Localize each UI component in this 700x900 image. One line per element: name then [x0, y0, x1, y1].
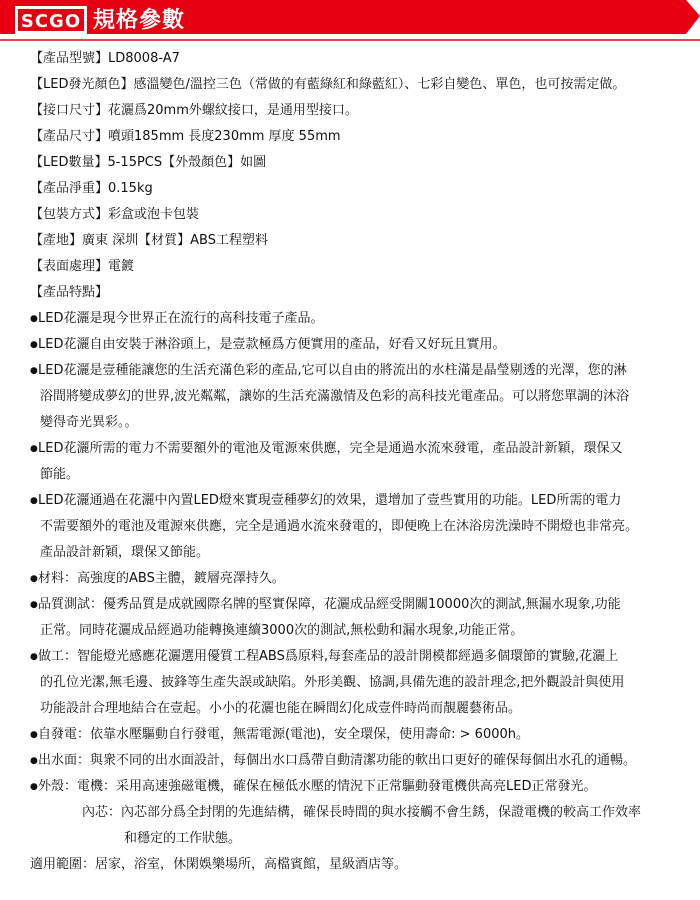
- spec-list: [30, 46, 690, 306]
- bullet-icon: ●: [30, 496, 38, 506]
- feature-text-cont: 功能設計合理地結合在壹起。小小的花灑也能在瞬間幻化成壹件時尚而靚麗藝術品。: [40, 701, 522, 716]
- bullet-icon: ●: [30, 444, 38, 454]
- feature-item: [30, 488, 690, 566]
- feature-item: [30, 722, 690, 748]
- feature-text-cont: 變得奇光異彩。。: [40, 415, 138, 430]
- feature-item: [30, 592, 690, 644]
- feature-item: [30, 748, 690, 774]
- feature-text: LED花灑自由安裝于淋浴頭上，是壹款極爲方便實用的產品，好看又好玩且實用。: [38, 337, 506, 352]
- feature-text: 做工：智能燈光感應花灑選用優質工程ABS爲原料,每套產品的設計開模都經過多個環節的實驗,花灑上: [38, 649, 619, 664]
- inner-core-block: [30, 800, 690, 852]
- feature-item: [30, 644, 690, 722]
- feature-item: [30, 306, 690, 332]
- feature-item: [30, 774, 690, 800]
- bullet-icon: ●: [30, 600, 38, 610]
- feature-text-cont: 正常。同時花灑成品經過功能轉換連續3000次的測試,無松動和漏水現象,功能正常。: [40, 623, 524, 638]
- feature-text: 材料：高強度的ABS主體，鍍層亮澤持久。: [38, 571, 285, 586]
- feature-text: 出水面：與衆不同的出水面設計，每個出水口爲帶自動清潔功能的軟出口更好的確保每個出水孔的通暢。: [38, 753, 637, 768]
- spec-product-size: 【產品尺寸】噴頭185mm 長度230mm 厚度 55mm: [30, 129, 341, 144]
- spec-packaging: 【包裝方式】彩盒或泡卡包裝: [30, 207, 200, 222]
- bullet-icon: ●: [30, 314, 38, 324]
- svg-text:SCGO: SCGO: [20, 11, 82, 32]
- feature-text: 自發電：依靠水壓驅動自行發電，無需電源(電池)，安全環保，使用壽命: > 6000h。: [38, 727, 530, 742]
- bullet-icon: ●: [30, 652, 38, 662]
- bullet-icon: ●: [30, 756, 38, 766]
- feature-text: LED花灑所需的電力不需要額外的電池及電源來供應，完全是通過水流來發電，產品設計新穎，環保又: [38, 441, 623, 456]
- spec-features-heading: 【產品特點】: [30, 285, 109, 300]
- section-title: 規格參數: [93, 8, 186, 33]
- bullet-icon: ●: [30, 782, 38, 792]
- feature-text-cont: 節能。: [40, 467, 80, 482]
- section-header: [0, 0, 700, 46]
- bullet-icon: ●: [30, 730, 38, 740]
- spec-interface-size: 【接口尺寸】花灑爲20mm外螺紋接口，是通用型接口。: [30, 103, 358, 118]
- spec-led-count: 【LED數量】5-15PCS【外殼顏色】如圖: [30, 155, 267, 170]
- feature-item: [30, 358, 690, 436]
- bullet-icon: ●: [30, 366, 38, 376]
- brand-logo: [14, 4, 88, 36]
- feature-item: [30, 332, 690, 358]
- spec-led-color: 【LED發光顏色】感溫變色/溫控三色（常做的有藍綠紅和綠藍紅）、七彩自變色、單色，也可按需定做。: [30, 77, 626, 92]
- feature-text-cont: 浴間將變成夢幻的世界,波光粼粼，讓妳的生活充滿激情及色彩的高科技光電產品。可以將您單調的沐浴: [40, 389, 630, 404]
- feature-text-cont: 產品設計新穎，環保又節能。: [40, 545, 210, 560]
- inner-core-cont: 和穩定的工作狀態。: [124, 831, 242, 846]
- spec-net-weight: 【產品淨重】0.15kg: [30, 181, 153, 196]
- feature-item: [30, 436, 690, 488]
- feature-text: LED花灑通過在花灑中內置LED燈來實現壹種夢幻的效果，還增加了壹些實用的功能。LED所需的電力: [38, 493, 622, 508]
- bullet-icon: ●: [30, 340, 38, 350]
- feature-text-cont: 的孔位光潔,無毛邊、披鋒等生產失誤或缺陷。外形美觀、協調,具備先進的設計理念,把外觀設計與使用: [40, 675, 625, 690]
- feature-text: 外殼：電機：采用高速強磁電機，確保在極低水壓的情況下正常驅動發電機供高亮LED正常發光。: [38, 779, 597, 794]
- spec-model: 【產品型號】LD8008-A7: [30, 51, 180, 66]
- feature-item: [30, 566, 690, 592]
- inner-core-text: 內芯：內芯部分爲全封閉的先進結構，確保長時間的與水接觸不會生銹，保證電機的較高工作效率: [82, 805, 642, 820]
- feature-text-cont: 不需要額外的電池及電源來供應，完全是通過水流來發電的，即便晚上在沐浴房洗澡時不開燈也非常亮。: [40, 519, 639, 534]
- bullet-icon: ●: [30, 574, 38, 584]
- spec-content: [30, 46, 690, 878]
- feature-text: LED花灑是現今世界正在流行的高科技電子產品。: [38, 311, 324, 326]
- spec-surface: 【表面處理】電鍍: [30, 259, 135, 274]
- application-scope: 適用範圍：居家，浴室，休閑娛樂場所，高檔賓館，星級酒店等。: [30, 857, 408, 872]
- feature-list: [30, 306, 690, 800]
- spec-origin-material: 【產地】廣東 深圳【材質】ABS工程塑料: [30, 233, 268, 248]
- feature-text: 品質測試：優秀品質是成就國際名牌的堅實保障，花灑成品經受開關10000次的測試,無漏水現象,功能: [38, 597, 621, 612]
- feature-text: LED花灑是壹種能讓您的生活充滿色彩的產品,它可以自由的將流出的水柱滿是晶瑩剔透的光澤，您的淋: [38, 363, 627, 378]
